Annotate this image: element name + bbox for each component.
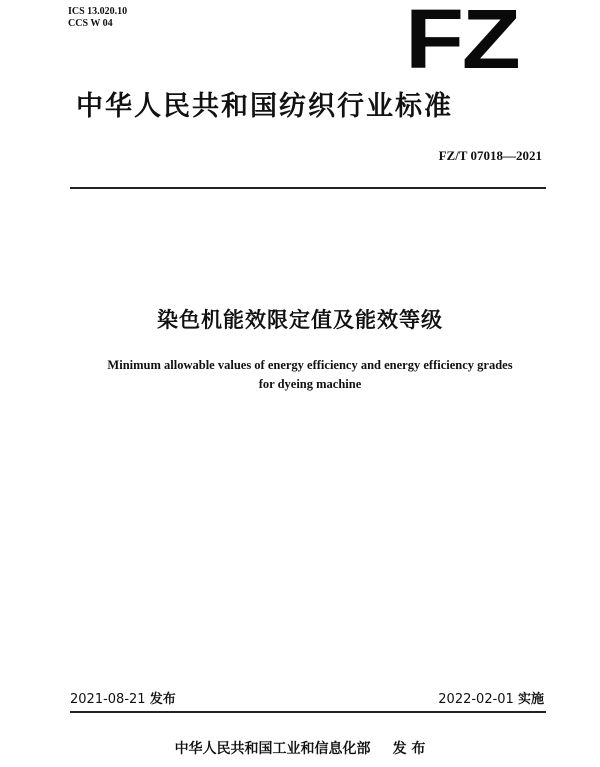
bottom-divider [70,711,546,713]
document-title-english [40,356,580,394]
release-date-block [70,688,176,707]
release-label: 发布 [149,692,176,707]
effective-label: 实施 [517,692,544,707]
english-title-line-1: Minimum allowable values of energy efficiency and energy efficiency grades [107,358,513,372]
effective-date: 2022-02-01 [438,692,514,707]
document-title-chinese: 染色机能效限定值及能效等级 [157,308,443,332]
top-divider [70,187,546,189]
standard-category-title: 中华人民共和国纺织行业标准 [76,91,453,122]
issuing-authority: 中华人民共和国工业和信息化部 [174,741,371,757]
english-title-line-2: for dyeing machine [258,377,362,391]
fz-logo: FZ [405,0,519,86]
ccs-code: CCS W 04 [68,18,113,29]
release-date: 2021-08-21 [70,692,146,707]
issuer-line [0,738,600,758]
ics-code: ICS 13.020.10 [68,6,128,17]
standard-number: FZ/T 07018—2021 [438,148,542,163]
issue-label: 发 布 [392,741,426,757]
classification-codes [68,6,127,30]
effective-date-block [438,688,544,707]
